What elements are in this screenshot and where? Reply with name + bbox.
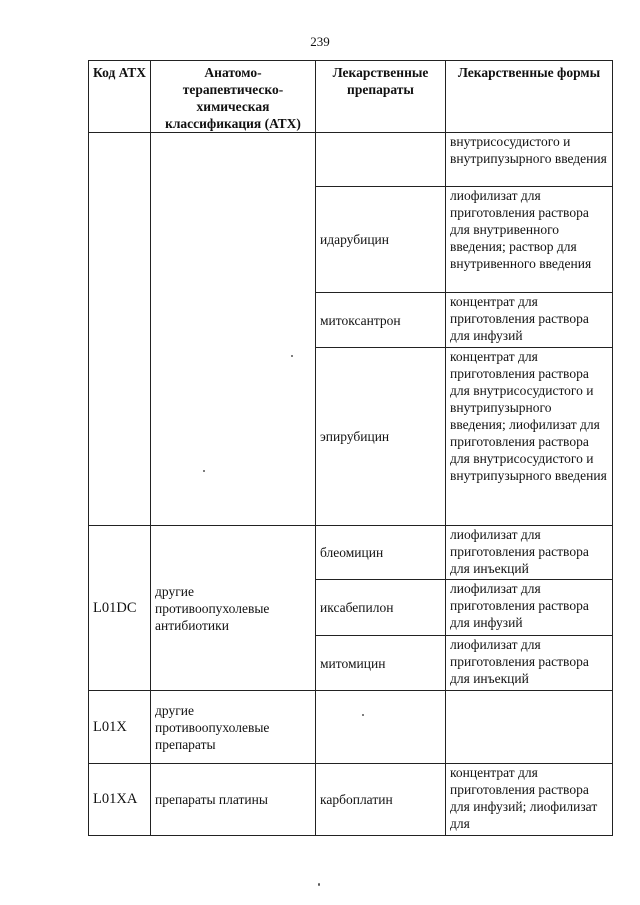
drug-cell: блеомицин <box>316 526 446 580</box>
header-code: Код АТХ <box>89 61 151 133</box>
forms-cell: концентрат для приготовления раствора для внутрисосудистого и внутрипузырного введения; лиофилизат для приготовления раствора для внутрисосудистого и внутрипузырного введения <box>446 348 613 526</box>
drug-cell: иксабепилон <box>316 580 446 636</box>
drug-cell: митомицин <box>316 636 446 691</box>
code-cell: L01X <box>89 691 151 764</box>
drug-cell: идарубицин <box>316 187 446 293</box>
code-cell: L01DC <box>89 526 151 691</box>
code-cell-empty <box>89 133 151 526</box>
forms-cell: концентрат для приготовления раствора для инфузий; лиофилизат для <box>446 764 613 836</box>
scan-speck <box>318 883 320 886</box>
classification-cell: препараты платины <box>151 764 316 836</box>
drug-cell-empty <box>316 133 446 187</box>
forms-cell: лиофилизат для приготовления раствора для инъекций <box>446 636 613 691</box>
classification-cell-empty <box>151 133 316 526</box>
forms-cell-empty <box>446 691 613 764</box>
header-row <box>89 61 613 133</box>
drug-table <box>88 60 613 836</box>
scan-speck <box>362 714 364 716</box>
forms-cell: концентрат для приготовления раствора для инфузий <box>446 293 613 348</box>
table-row <box>89 764 613 836</box>
scan-speck <box>203 470 205 472</box>
drug-cell-empty <box>316 691 446 764</box>
header-forms: Лекарственные формы <box>446 61 613 133</box>
table-row <box>89 691 613 764</box>
drug-cell: митоксантрон <box>316 293 446 348</box>
forms-cell: лиофилизат для приготовления раствора для инфузий <box>446 580 613 636</box>
forms-cell: лиофилизат для приготовления раствора для инъекций <box>446 526 613 580</box>
forms-cell: лиофилизат для приготовления раствора для внутривенного введения; раствор для внутривенного введения <box>446 187 613 293</box>
page-number: 239 <box>310 34 330 49</box>
table-row <box>89 133 613 187</box>
classification-cell: другие противоопухолевые антибиотики <box>151 526 316 691</box>
classification-cell: другие противоопухолевые препараты <box>151 691 316 764</box>
header-drugs: Лекарственные препараты <box>316 61 446 133</box>
forms-cell: внутрисосудистого и внутрипузырного введения <box>446 133 613 187</box>
header-classification: Анатомо-терапевтическо-химическая классификация (АТХ) <box>151 61 316 133</box>
code-cell: L01XA <box>89 764 151 836</box>
scan-speck <box>291 355 293 357</box>
table-row <box>89 526 613 580</box>
drug-cell: эпирубицин <box>316 348 446 526</box>
drug-cell: карбоплатин <box>316 764 446 836</box>
